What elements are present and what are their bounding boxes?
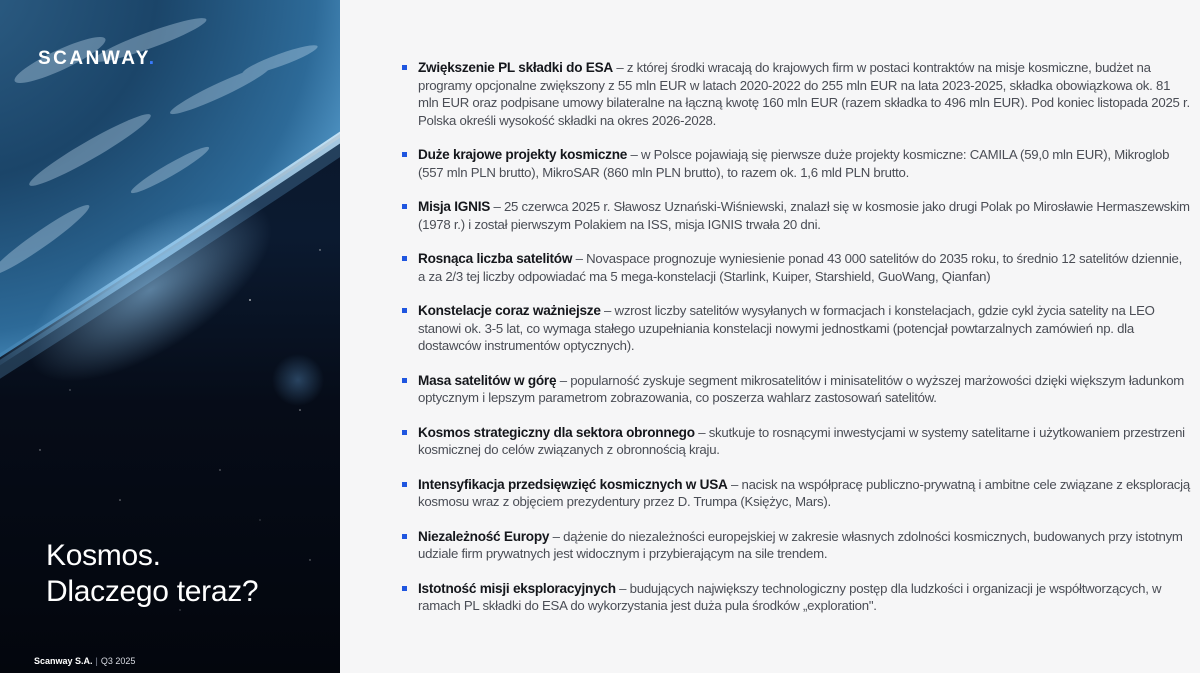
bullet-marker-icon: [402, 204, 407, 209]
bullet-description: – wzrost liczby satelitów wysyłanych w formacjach i konstelacjach, gdzie cykl życia satelity na LEO stanowi ok. 3-5 lat, co wymaga stałego uzupełniania konstelacji nowymi jednostkami (potencjał powtarzalnych zamówień np. dla dostawców instrumentów optycznych).: [418, 303, 1155, 353]
bullet-title: Niezależność Europy: [418, 528, 550, 544]
bullet-item: [400, 146, 1192, 181]
bullet-item: [400, 476, 1192, 511]
earth-image-panel: [0, 0, 340, 673]
bullet-marker-icon: [402, 430, 407, 435]
bullet-description: – popularność zyskuje segment mikrosatelitów i minisatelitów o wyższej marżowości dzięki większym ładunkom optycznym i lepszym parametrom zobrazowania, co poszerza wahlarz zastosowań satelitów.: [418, 372, 1185, 405]
footer: [34, 656, 135, 666]
logo-text: SCANWAY: [38, 48, 149, 69]
bullet-item: [400, 302, 1192, 355]
bullet-description: – z której środki wracają do krajowych firm w postaci kontraktów na misje kosmiczne, budżet na programy opcjonalne zwiększony z 55 mln EUR w latach 2020-2022 do 255 mln EUR na lata 2023-2025, składka obowiązkowa ok. 81 mln EUR oraz podpisane umowy bilateralne na łączną kwotę 160 mln EUR (razem składka to 496 mln EUR). Pod koniec listopada 2025 r. Polska określi wysokość składki na okres 2026-2028.: [418, 60, 1190, 128]
bullet-title: Intensyfikacja przedsięwzięć kosmicznych w USA: [418, 476, 728, 492]
bullet-item: [400, 528, 1192, 563]
bullet-description: – skutkuje to rosnącymi inwestycjami w systemy satelitarne i użytkowaniem przestrzeni kosmicznej do celów związanych z obronnością kraju.: [418, 424, 1185, 457]
bullet-title: Duże krajowe projekty kosmiczne: [418, 147, 628, 162]
bullet-item: [400, 580, 1192, 615]
bullet-title: Konstelacje coraz ważniejsze: [418, 303, 601, 318]
bullet-item: [400, 424, 1192, 459]
bullet-list: [400, 59, 1192, 615]
bullet-title: Misja IGNIS: [418, 199, 491, 214]
bullet-item: [400, 198, 1192, 233]
bullet-marker-icon: [402, 152, 407, 157]
footer-separator: |: [95, 656, 98, 666]
bullet-marker-icon: [402, 65, 407, 70]
panel-title-line-1: Kosmos.: [46, 539, 161, 572]
footer-period: Q3 2025: [100, 656, 136, 666]
bullet-item: [400, 250, 1192, 285]
bullet-marker-icon: [402, 308, 407, 313]
footer-company: Scanway S.A.: [34, 656, 93, 666]
bullet-description: – dążenie do niezależności europejskiej w zakresie własnych zdolności kosmicznych, budowanych przy istotnym udziale firm prywatnych jest widocznym i przybierającym na sile trendem.: [418, 528, 1183, 561]
bullet-title: Masa satelitów w górę: [418, 372, 557, 388]
bullet-marker-icon: [402, 378, 407, 383]
bullet-item: [400, 59, 1192, 129]
bullet-description: – w Polsce pojawiają się pierwsze duże projekty kosmiczne: CAMILA (59,0 mln EUR), Mikroglob (557 mln PLN brutto), MikroSAR (860 mln PLN brutto), to razem ok. 1,6 mld PLN brutto.: [418, 147, 1170, 180]
bullet-marker-icon: [402, 482, 407, 487]
bullet-title: Kosmos strategiczny dla sektora obronnego: [418, 424, 695, 440]
bullet-description: – budujących największy technologiczny postęp dla ludzkości i organizacji je współtworzących, w ramach PL składki do ESA do wykorzystania jest duża pula środków „exploration".: [418, 580, 1162, 613]
bullet-marker-icon: [402, 534, 407, 539]
scanway-logo: [38, 48, 157, 70]
bullet-marker-icon: [402, 586, 407, 591]
bullet-description: – nacisk na współpracę publiczno-prywatną i ambitne cele związane z eksploracją kosmosu wraz z objęciem prezydentury przez D. Trumpa (Księżyc, Mars).: [418, 476, 1190, 509]
bullet-description: – Novaspace prognozuje wyniesienie ponad 43 000 satelitów do 2035 roku, to średnio 12 satelitów dziennie, a za 2/3 tej liczby odpowiadać ma 5 mega-konstelacji (Starlink, Kuiper, Starshield, GuoWang, Qianfan): [418, 251, 1183, 284]
panel-title-line-2: Dlaczego teraz?: [46, 575, 259, 608]
bullet-title: Zwiększenie PL składki do ESA: [418, 60, 613, 75]
content-panel: [340, 0, 1200, 673]
bullet-title: Rosnąca liczba satelitów: [418, 251, 573, 266]
panel-title: [46, 538, 258, 610]
logo-dot: .: [148, 48, 157, 69]
bullet-title: Istotność misji eksploracyjnych: [418, 580, 616, 596]
bullet-description: – 25 czerwca 2025 r. Sławosz Uznański-Wiśniewski, znalazł się w kosmosie jako drugi Polak po Mirosławie Hermaszewskim (1978 r.) i został pierwszym Polakiem na ISS, misja IGNIS trwała 20 dni.: [418, 199, 1190, 232]
bullet-item: [400, 372, 1192, 407]
bullet-marker-icon: [402, 256, 407, 261]
